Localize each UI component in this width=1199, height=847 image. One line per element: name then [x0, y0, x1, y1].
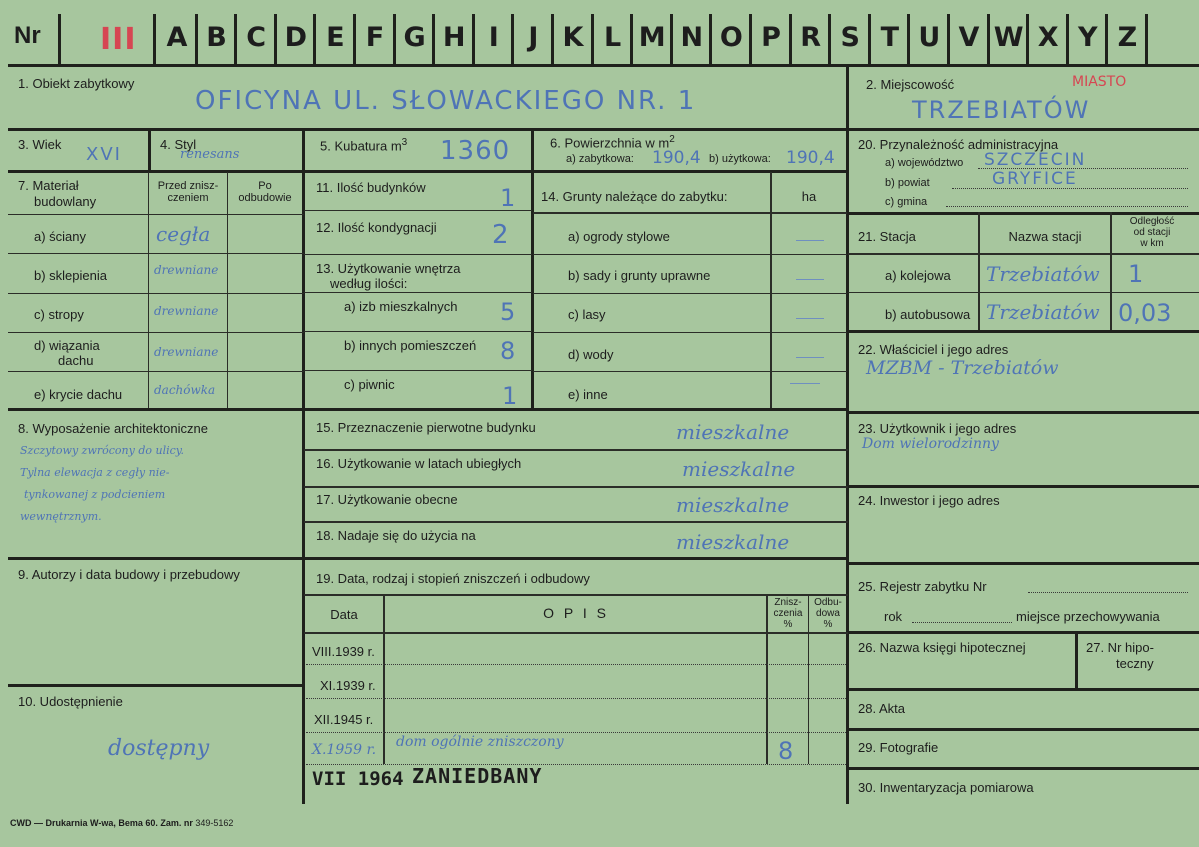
field-12-value: 2 [492, 220, 511, 250]
field-11-value: 1 [500, 184, 518, 212]
field-7e-value: dachówka [154, 383, 216, 397]
field-19-row-3-date: XII.1945 r. [314, 712, 374, 727]
field-12-label: 12. Ilość kondygnacji [316, 220, 437, 235]
index-letter-l: L [603, 22, 622, 53]
index-letter-k: K [562, 22, 584, 53]
field-2-value: TRZEBIATÓW [912, 96, 1091, 124]
field-2-mark: MIASTO [1072, 74, 1127, 90]
index-letter-w: W [993, 22, 1024, 53]
field-2-label: 2. Miejscowość [866, 77, 955, 92]
field-14b-label: b) sady i grunty uprawne [568, 268, 711, 283]
field-17-value: mieszkalne [676, 493, 790, 517]
field-13b-label: b) innych pomieszczeń [344, 338, 477, 353]
field-6b-label: b) użytkowa: [709, 153, 771, 165]
field-14c-label: c) lasy [568, 307, 606, 322]
index-letter-s: S [840, 22, 860, 53]
field-26-label: 26. Nazwa księgi hipotecznej [858, 640, 1026, 655]
index-letter-e: E [326, 22, 345, 53]
field-4-value: renesans [180, 147, 240, 162]
field-7d-value: drewniane [154, 345, 219, 359]
nr-mark: III [100, 22, 137, 57]
field-11-label: 11. Ilość budynków [316, 180, 426, 195]
field-5-value: 1360 [440, 136, 511, 166]
index-letter-h: H [442, 22, 466, 53]
field-13a-value: 5 [500, 298, 518, 326]
printer-footer: CWD — Drukarnia W-wa, Bema 60. Zam. nr 349-5162 [10, 818, 234, 828]
field-7e-label: e) krycie dachu [34, 387, 123, 402]
field-6a-label: a) zabytkowa: [566, 153, 634, 165]
field-7c-label: c) stropy [34, 307, 84, 322]
field-19-col-destr: Znisz- czenia % [773, 597, 803, 630]
index-letter-m: M [638, 22, 666, 53]
field-23-value: Dom wielorodzinny [862, 436, 999, 452]
index-letter-u: U [918, 22, 941, 53]
field-10-label: 10. Udostępnienie [18, 694, 123, 709]
field-24-label: 24. Inwestor i jego adres [858, 493, 1000, 508]
field-19-label: 19. Data, rodzaj i stopień zniszczeń i odbudowy [316, 571, 590, 586]
field-20a-label: a) województwo [885, 157, 964, 169]
field-6-label: 6. Powierzchnia w $m^2$ [550, 134, 675, 151]
index-letter-g: G [403, 22, 426, 53]
field-3-value: XVI [86, 144, 122, 165]
field-21b-label: b) autobusowa [885, 307, 971, 322]
field-8-value: Szczytowy zwrócony do ulicy. Tylna elewacja z cegły nie- tynkowanej z podcieniem wewnętrznym. [20, 444, 185, 523]
field-6b-value: 190,4 [786, 148, 835, 168]
field-16-value: mieszkalne [682, 457, 796, 481]
field-22-label: 22. Właściciel i jego adres [858, 342, 1009, 357]
field-3-label: 3. Wiek [18, 137, 62, 152]
field-19-row-4-destr: 8 [778, 737, 796, 765]
field-1-value: OFICYNA UL. SŁOWACKIEGO NR. 1 [195, 86, 697, 116]
index-letter-d: D [284, 22, 307, 53]
field-15-label: 15. Przeznaczenie pierwotne budynku [316, 420, 536, 435]
field-19-extra-date: VII 1964 [312, 768, 404, 790]
field-14-label: 14. Grunty należące do zabytku: [541, 189, 728, 204]
index-letter-x: X [1037, 22, 1059, 53]
field-19-col-desc: O P I S [543, 605, 609, 621]
field-25-label: 25. Rejestr zabytku Nr [858, 579, 987, 594]
field-13-label: 13. Użytkowanie wnętrza [316, 261, 461, 276]
field-7d-label: d) wiązania [34, 338, 100, 353]
field-14d-label: d) wody [568, 347, 614, 362]
index-letter-j: J [528, 22, 539, 53]
index-letter-b: B [206, 22, 227, 53]
index-letter-t: T [880, 22, 899, 53]
field-7-col-after: Po odbudowie [238, 180, 292, 204]
field-21a-label: a) kolejowa [885, 268, 951, 283]
field-6a-value: 190,4 [652, 148, 701, 168]
field-14-unit: ha [801, 189, 817, 204]
index-letter-v: V [958, 22, 980, 53]
field-7b-label: b) sklepienia [34, 268, 107, 283]
index-letter-p: P [761, 22, 781, 53]
index-letter-f: F [365, 22, 385, 53]
field-7b-value: drewniane [154, 263, 219, 277]
field-21a-name: Trzebiatów [986, 262, 1100, 286]
field-19-row-4-date: X.1959 r. [312, 742, 377, 758]
field-20a-value: SZCZECIN [984, 150, 1087, 170]
field-13c-label: c) piwnic [344, 377, 395, 392]
field-21a-dist: 1 [1128, 260, 1146, 288]
index-letter-y: Y [1078, 22, 1098, 53]
field-14e-label: e) inne [568, 387, 608, 402]
field-25-place: miejsce przechowywania [1016, 609, 1160, 624]
field-29-label: 29. Fotografie [858, 740, 939, 755]
index-letter-o: O [719, 22, 743, 53]
index-letter-z: Z [1117, 22, 1138, 53]
field-13b-value: 8 [500, 337, 518, 365]
field-4-label: 4. Styl [160, 137, 197, 152]
field-22-value: MZBM - Trzebiatów [866, 357, 1059, 379]
field-15-value: mieszkalne [676, 420, 790, 444]
field-8-label: 8. Wyposażenie architektoniczne [18, 421, 208, 436]
field-5-label: 5. Kubatura $m^3$ [320, 137, 408, 154]
field-19-col-date: Data [330, 607, 358, 622]
field-10-value: dostępny [108, 736, 210, 761]
field-30-label: 30. Inwentaryzacja pomiarowa [858, 780, 1034, 795]
field-19-row-4-desc: dom ogólnie zniszczony [396, 734, 564, 750]
field-18-value: mieszkalne [676, 530, 790, 554]
field-19-row-2-date: XI.1939 r. [320, 678, 376, 693]
field-25-rok: rok [884, 609, 903, 624]
field-1-label: 1. Obiekt zabytkowy [18, 76, 135, 91]
field-17-label: 17. Użytkowanie obecne [316, 492, 458, 507]
field-21-col-name: Nazwa stacji [1008, 229, 1082, 244]
field-20b-value: GRYFICE [992, 169, 1078, 189]
field-27-label: 27. Nr hipo- [1086, 640, 1154, 655]
index-letter-c: C [246, 22, 267, 53]
field-21-col-dist: Odległość od stacji w km [1129, 216, 1175, 249]
field-9-label: 9. Autorzy i data budowy i przebudowy [18, 567, 240, 582]
field-14a-label: a) ogrody stylowe [568, 229, 670, 244]
field-19-col-rebuilt: Odbu- dowa % [814, 597, 842, 630]
field-20b-label: b) powiat [885, 177, 930, 189]
field-19-extra-desc: ZANIEDBANY [412, 764, 543, 788]
field-23-label: 23. Użytkownik i jego adres [858, 421, 1017, 436]
field-7c-value: drewniane [154, 304, 219, 318]
field-7a-value: cegła [156, 222, 211, 246]
field-28-label: 28. Akta [858, 701, 905, 716]
index-letter-r: R [800, 22, 821, 53]
field-19-row-1-date: VIII.1939 r. [312, 644, 375, 659]
field-16-label: 16. Użytkowanie w latach ubiegłych [316, 456, 522, 471]
field-20c-label: c) gmina [885, 196, 928, 208]
field-7a-label: a) ściany [34, 229, 87, 244]
field-7-col-before: Przed znisz- czeniem [157, 180, 219, 204]
field-21-label: 21. Stacja [858, 229, 916, 244]
field-21b-name: Trzebiatów [986, 300, 1100, 324]
field-7-label: 7. Materiał [18, 178, 79, 193]
field-18-label: 18. Nadaje się do użycia na [316, 528, 476, 543]
index-letter-n: N [680, 22, 704, 53]
field-13c-value: 1 [502, 382, 520, 410]
field-13a-label: a) izb mieszkalnych [344, 299, 458, 314]
index-letter-a: A [166, 22, 188, 53]
monument-record-card: Nr III A B C D E F G H I J K L M N O P R S T U V W X Y Z 1. Obiekt zabytkowy OFICYNA UL. SŁOWACKIEGO NR. 1 2. Miejscowość MIASTO TRZEBIATÓW 3. Wiek XVI 4. Styl renesans 5. Kubatura $m^3$ 1360 6. Powierzchnia w $m^2$ a) zabytkowa: 190,4 b) użytkowa: 190,4 7. Materiał budowlany Przed znisz- czeniem Po odbudowie a) ściany b) sklepienia c) stropy d) wiązania dachu e) krycie dachu cegła drewniane drewniane drewniane dachówka 8. Wyposażenie architektoniczne Szczytowy zwrócony do ulicy. Tylna elewacja z cegły nie- tynkowanej z podcieniem wewnętrznym. 9. Autorzy i data budowy i przebudowy 10. Udostępnienie dostępny 11. Ilość budynków 1 12. Ilość kondygnacji 2 13. Użytkowanie wnętrza według ilości: a) izb mieszkalnych 5 b) innych pomieszczeń 8 c) piwnic 1 14. Grunty należące do zabytku: ha a) ogrody stylowe b) sady i grunty uprawne c) lasy d) wody e) inne 15. Przeznaczenie pierwotne budynku mieszkalne 16. Użytkowanie w latach ubiegłych mieszkalne 17. Użytkowanie obecne mieszkalne 18. Nadaje się do użycia na mieszkalne 19. Data, rodzaj i stopień zniszczeń i odbudowy Data O P I S Znisz- czenia % Odbu- dowa % VIII.1939 r. XI.1939 r. XII.1945 r. X.1959 r. dom ogólnie zniszczony 8 VII 1964 ZANIEDBANY 20. Przynależność administracyjna a) województwo SZCZECIN b) powiat GRYFICE c) gmina 21. Stacja Nazwa stacji Odległość od stacji w km a) kolejowa Trzebiatów 1 b) autobusowa Trzebiatów 0,03 22. Właściciel i jego adres MZBM - Trzebiatów 23. Użytkownik i jego adres Dom wielorodzinny 24. Inwestor i jego adres 25. Rejestr zabytku Nr rok miejsce przechowywania 26. Nazwa księgi hipotecznej 27. Nr hipo- teczny 28. Akta 29. Fotografie 30. Inwentaryzacja pomiarowa CWD — Drukarnia W-wa, Bema 60. Zam. nr 349-5162 [0, 0, 1199, 847]
field-20-label: 20. Przynależność administracyjna [858, 137, 1059, 152]
index-letter-i: I [488, 22, 499, 53]
field-21b-dist: 0,03 [1118, 299, 1172, 327]
nr-label: Nr [14, 22, 41, 49]
